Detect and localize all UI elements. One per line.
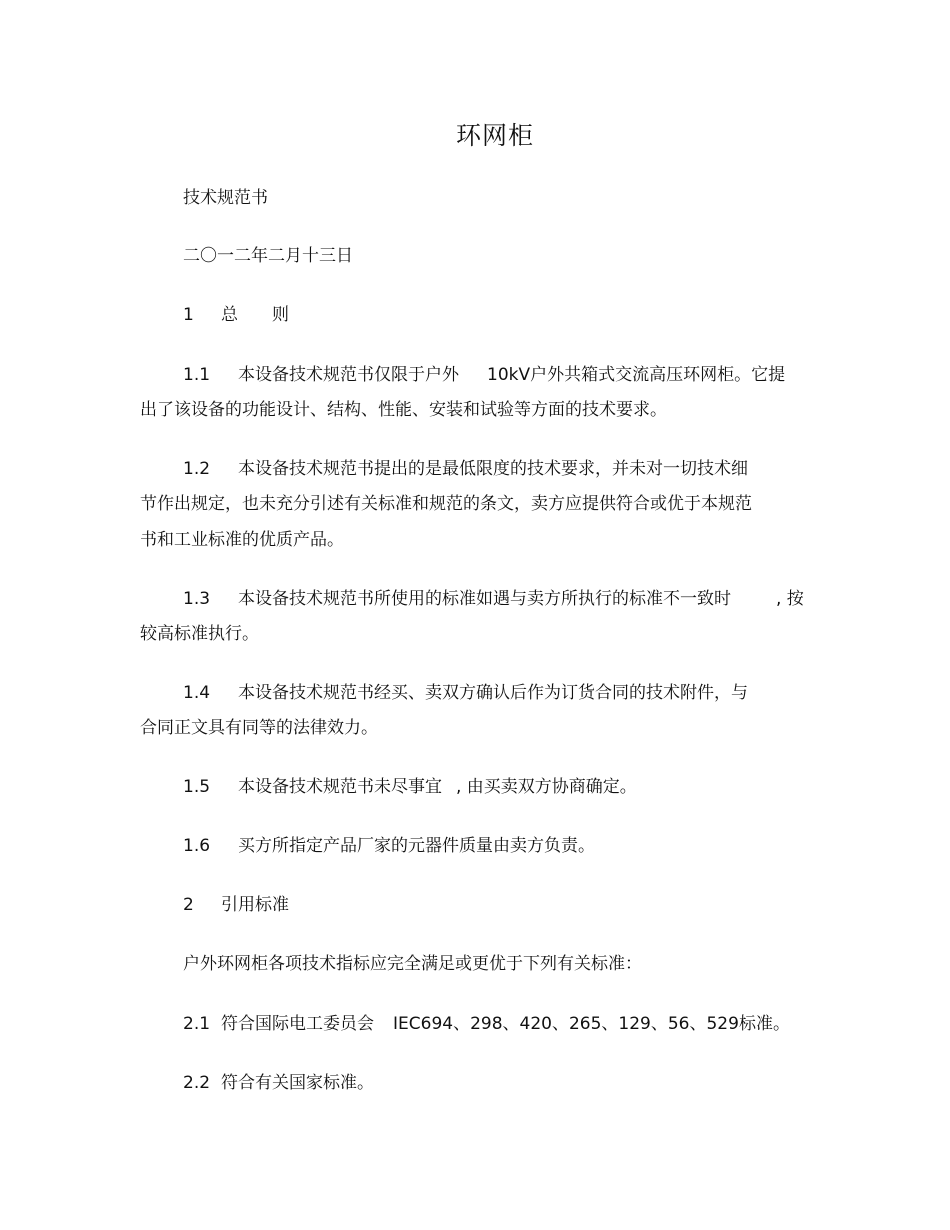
clause-1-2-number: 1.2: [183, 459, 211, 479]
clause-1-2-text-line3: 书和工业标准的优质产品。: [140, 530, 344, 550]
clause-1-5-text-b: , 由买卖双方协商确定。: [456, 777, 637, 797]
clause-1-5-number: 1.5: [183, 777, 211, 797]
clause-1-4-text-line2: 合同正文具有同等的法律效力。: [140, 718, 378, 738]
document-title: 环网柜: [455, 121, 534, 150]
clause-2-1-number: 2.1: [183, 1014, 211, 1034]
clause-1-3-text-a: 本设备技术规范书所使用的标准如遇与卖方所执行的标准不一致时: [238, 589, 731, 609]
clause-1-2-text-line1: 本设备技术规范书提出的是最低限度的技术要求，并未对一切技术细: [238, 459, 748, 479]
section-2-title: 引用标准: [221, 895, 289, 915]
clause-1-3-text-b: , 按: [776, 589, 804, 609]
section-1-title: 总 则: [221, 305, 289, 325]
clause-1-2-text-line2: 节作出规定，也未充分引述有关标准和规范的条文，卖方应提供符合或优于本规范: [140, 494, 752, 514]
clause-2-1-text-a: 符合国际电工委员会: [221, 1014, 374, 1034]
clause-2-2-number: 2.2: [183, 1073, 211, 1093]
clause-1-4-text-line1: 本设备技术规范书经买、卖双方确认后作为订货合同的技术附件，与: [238, 683, 748, 703]
clause-1-1-text-b: 10kV户外共箱式交流高压环网柜。它提: [487, 365, 786, 385]
clause-1-1-number: 1.1: [183, 365, 211, 385]
clause-2-2-text: 符合有关国家标准。: [221, 1073, 374, 1093]
clause-2-1-text-b: IEC694、298、420、265、129、56、529标准。: [393, 1014, 790, 1034]
clause-1-6-number: 1.6: [183, 836, 211, 856]
clause-1-5-text-a: 本设备技术规范书未尽事宜: [238, 777, 442, 797]
section-2-intro: 户外环网柜各项技术指标应完全满足或更优于下列有关标准：: [183, 954, 642, 974]
section-1-number: 1: [183, 305, 194, 325]
clause-1-3-number: 1.3: [183, 589, 211, 609]
clause-1-4-number: 1.4: [183, 683, 211, 703]
clause-1-1-text-line2: 出了该设备的功能设计、结构、性能、安装和试验等方面的技术要求。: [140, 400, 667, 420]
document-date: 二〇一二年二月十三日: [183, 246, 353, 266]
section-2-number: 2: [183, 895, 194, 915]
clause-1-1-text-a: 本设备技术规范书仅限于户外: [238, 365, 459, 385]
document-subtitle: 技术规范书: [183, 188, 268, 208]
clause-1-3-text-line2: 较高标准执行。: [140, 624, 259, 644]
clause-1-6-text: 买方所指定产品厂家的元器件质量由卖方负责。: [238, 836, 595, 856]
